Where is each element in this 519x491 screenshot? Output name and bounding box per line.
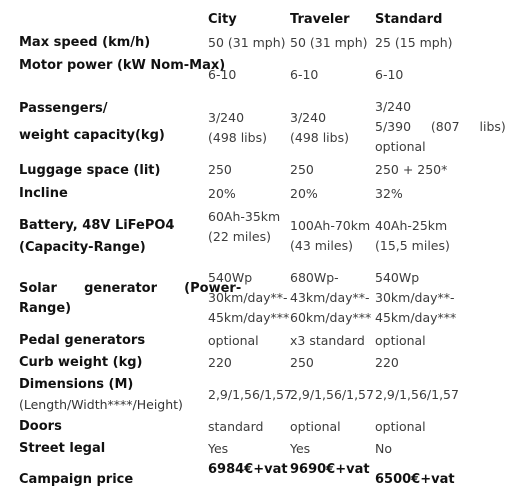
cell-curb-weight-standard: 220 — [375, 355, 399, 370]
cell-solar-city-line2: 30km/day**- — [208, 290, 288, 305]
cell-pedal-city: optional — [208, 333, 259, 348]
cell-street-legal-city: Yes — [208, 441, 229, 456]
cell-doors-city: standard — [208, 419, 264, 434]
row-label-motor-power: Motor power (kW Nom-Max) — [19, 58, 226, 73]
cell-solar-standard-line3: 45km/day*** — [375, 310, 457, 325]
cell-motor-power-standard: 6-10 — [375, 67, 404, 82]
row-label-battery-line2: (Capacity-Range) — [19, 240, 146, 255]
cell-battery-city-line1: 60Ah-35km — [208, 209, 281, 224]
cell-passengers-traveler-line2: (498 libs) — [290, 130, 349, 145]
cell-pedal-standard: optional — [375, 333, 426, 348]
row-label-battery-line1: Battery, 48V LiFePO4 — [19, 218, 175, 233]
cell-battery-standard-line2: (15,5 miles) — [375, 238, 450, 253]
cell-solar-traveler-line2: 43km/day**- — [290, 290, 370, 305]
cell-solar-city-line1: 540Wp — [208, 270, 253, 285]
cell-price-standard: 6500€+vat — [375, 472, 455, 487]
cell-battery-standard-line1: 40Ah-25km — [375, 218, 448, 233]
cell-passengers-standard-line3: optional — [375, 139, 426, 154]
cell-doors-traveler: optional — [290, 419, 341, 434]
cell-luggage-traveler: 250 — [290, 162, 314, 177]
row-label-solar-line1: Solar generator (Power- — [19, 281, 242, 296]
row-label-passengers-line2: weight capacity(kg) — [19, 128, 165, 143]
cell-passengers-standard-line2: 5/390 (807 libs) — [375, 119, 506, 134]
row-label-curb-weight: Curb weight (kg) — [19, 355, 143, 370]
cell-passengers-city-line2: (498 libs) — [208, 130, 267, 145]
cell-max-speed-traveler: 50 (31 mph) — [290, 35, 368, 50]
row-label-passengers-line1: Passengers/ — [19, 101, 108, 116]
cell-solar-traveler-line3: 60km/day*** — [290, 310, 372, 325]
cell-motor-power-city: 6-10 — [208, 67, 237, 82]
column-header-traveler: Traveler — [290, 12, 350, 27]
cell-battery-city-line2: (22 miles) — [208, 229, 271, 244]
cell-battery-traveler-line1: 100Ah-70km — [290, 218, 371, 233]
cell-incline-city: 20% — [208, 186, 236, 201]
row-sublabel-dimensions: (Length/Width****/Height) — [19, 397, 183, 412]
column-header-city: City — [208, 12, 237, 27]
cell-price-traveler: 9690€+vat — [290, 462, 370, 477]
cell-incline-traveler: 20% — [290, 186, 318, 201]
row-label-max-speed: Max speed (km/h) — [19, 35, 151, 50]
cell-battery-traveler-line2: (43 miles) — [290, 238, 353, 253]
cell-passengers-traveler-line1: 3/240 — [290, 110, 327, 125]
row-label-incline: Incline — [19, 186, 68, 201]
cell-dimensions-city: 2,9/1,56/1,57 — [208, 387, 292, 402]
cell-pedal-traveler: x3 standard — [290, 333, 365, 348]
cell-max-speed-city: 50 (31 mph) — [208, 35, 286, 50]
cell-solar-standard-line2: 30km/day**- — [375, 290, 455, 305]
row-label-solar-line2: Range) — [19, 301, 72, 316]
cell-luggage-standard: 250 + 250* — [375, 162, 448, 177]
cell-luggage-city: 250 — [208, 162, 232, 177]
column-header-standard: Standard — [375, 12, 443, 27]
cell-passengers-city-line1: 3/240 — [208, 110, 245, 125]
cell-max-speed-standard: 25 (15 mph) — [375, 35, 453, 50]
row-label-luggage: Luggage space (lit) — [19, 163, 161, 178]
row-label-dimensions: Dimensions (M) — [19, 377, 134, 392]
cell-solar-traveler-line1: 680Wp- — [290, 270, 339, 285]
cell-curb-weight-traveler: 250 — [290, 355, 314, 370]
cell-price-city: 6984€+vat — [208, 462, 288, 477]
cell-solar-standard-line1: 540Wp — [375, 270, 420, 285]
row-label-street-legal: Street legal — [19, 441, 106, 456]
cell-solar-city-line3: 45km/day*** — [208, 310, 290, 325]
row-label-doors: Doors — [19, 419, 62, 434]
cell-street-legal-standard: No — [375, 441, 392, 456]
cell-curb-weight-city: 220 — [208, 355, 232, 370]
cell-dimensions-traveler: 2,9/1,56/1,57 — [290, 387, 374, 402]
row-label-campaign-price: Campaign price — [19, 472, 134, 487]
cell-passengers-standard-line1: 3/240 — [375, 99, 412, 114]
cell-street-legal-traveler: Yes — [290, 441, 311, 456]
cell-incline-standard: 32% — [375, 186, 403, 201]
cell-motor-power-traveler: 6-10 — [290, 67, 319, 82]
cell-doors-standard: optional — [375, 419, 426, 434]
cell-dimensions-standard: 2,9/1,56/1,57 — [375, 387, 459, 402]
row-label-pedal-generators: Pedal generators — [19, 333, 146, 348]
